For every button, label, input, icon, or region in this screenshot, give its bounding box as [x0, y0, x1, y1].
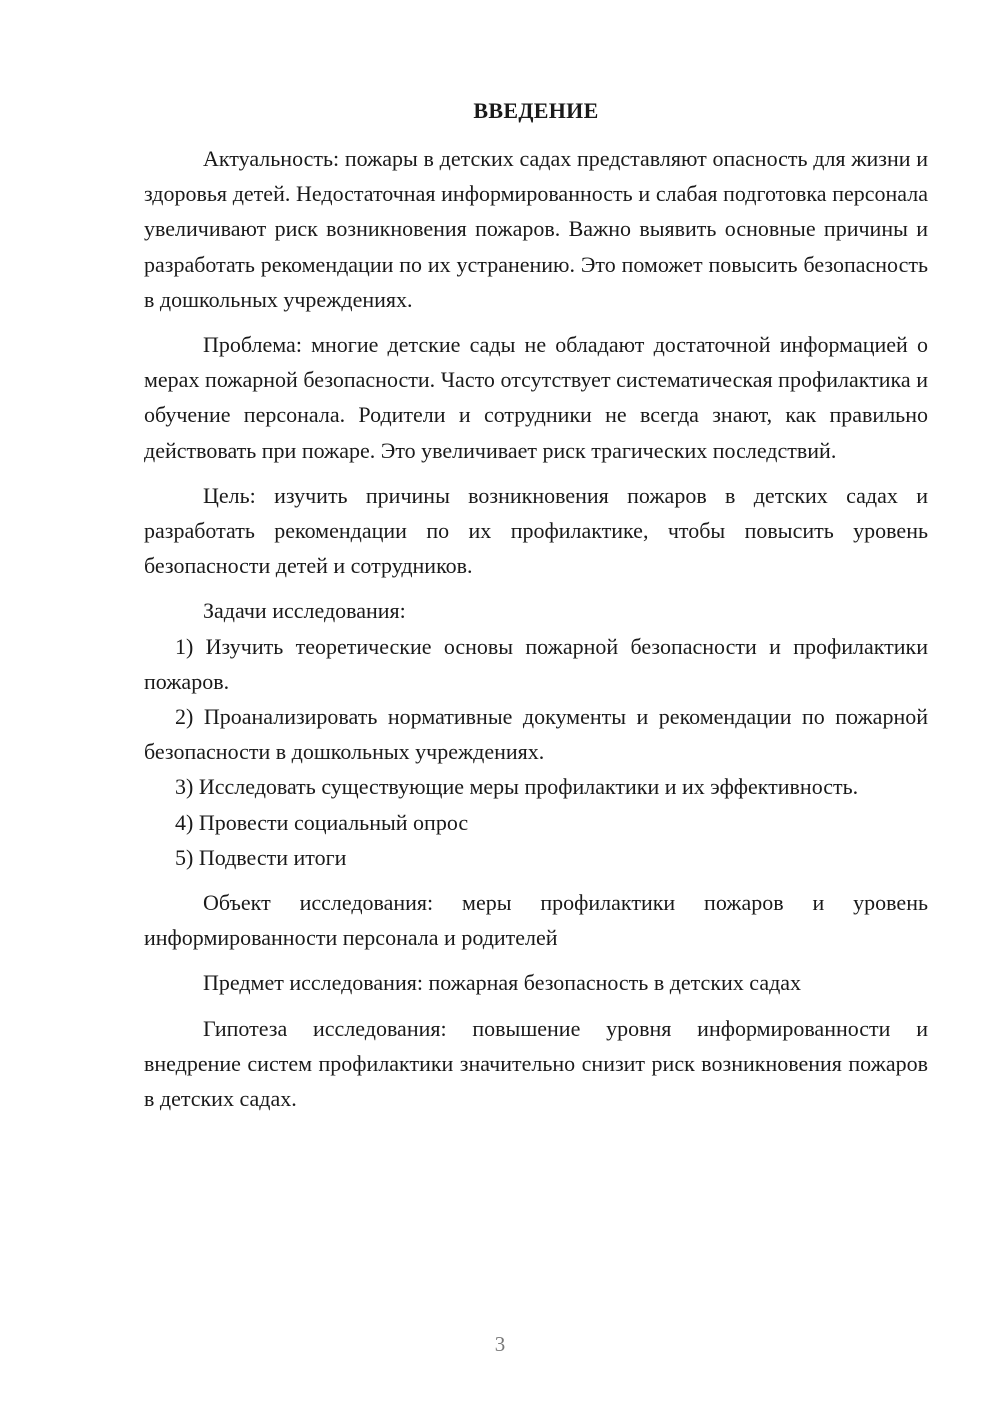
page-number: 3 — [494, 1332, 506, 1356]
task-item-3: 3) Исследовать существующие меры профилактики и их эффективность. — [175, 774, 859, 800]
page-title: ВВЕДЕНИЕ — [473, 98, 599, 123]
task-item-4: 4) Провести социальный опрос — [175, 809, 469, 835]
paragraph-subject: Предмет исследования: пожарная безопасность в детских садах — [203, 970, 802, 996]
paragraph-hypothesis: Гипотеза исследования: повышение уровня информированности и внедрение систем профилактики значительно снизит риск возникновения пожаров в детских садах. — [144, 1015, 928, 1112]
paragraph-problem: Проблема: многие детские сады не обладают достаточной информацией о мерах пожарной безопасности. Часто отсутствует систематическая профилактика и обучение персонала. Родители и сотрудники не всегда знают, как правильно действовать при пожаре. Это увеличивает риск трагических последствий. — [144, 332, 928, 463]
task-item-1: 1) Изучить теоретические основы пожарной безопасности и профилактики пожаров. — [144, 633, 928, 694]
document-body — [144, 141, 928, 1116]
task-item-5: 5) Подвести итоги — [175, 844, 347, 870]
tasks-title: Задачи исследования: — [203, 598, 406, 624]
paragraph-object: Объект исследования: меры профилактики пожаров и уровень информированности персонала и родителей — [144, 890, 928, 951]
task-item-2: 2) Проанализировать нормативные документы и рекомендации по пожарной безопасности в дошкольных учреждениях. — [144, 704, 928, 765]
paragraph-relevance: Актуальность: пожары в детских садах представляют опасность для жизни и здоровья детей. Недостаточная информированность и слабая подготовка персонала увеличивают риск возникновения пожаров. Важно выявить основные причины и разработать рекомендации по их устранению. Это поможет повысить безопасность в дошкольных учреждениях. — [144, 146, 928, 312]
paragraph-goal: Цель: изучить причины возникновения пожаров в детских садах и разработать рекомендации по их профилактике, чтобы повысить уровень безопасности детей и сотрудников. — [144, 482, 928, 579]
